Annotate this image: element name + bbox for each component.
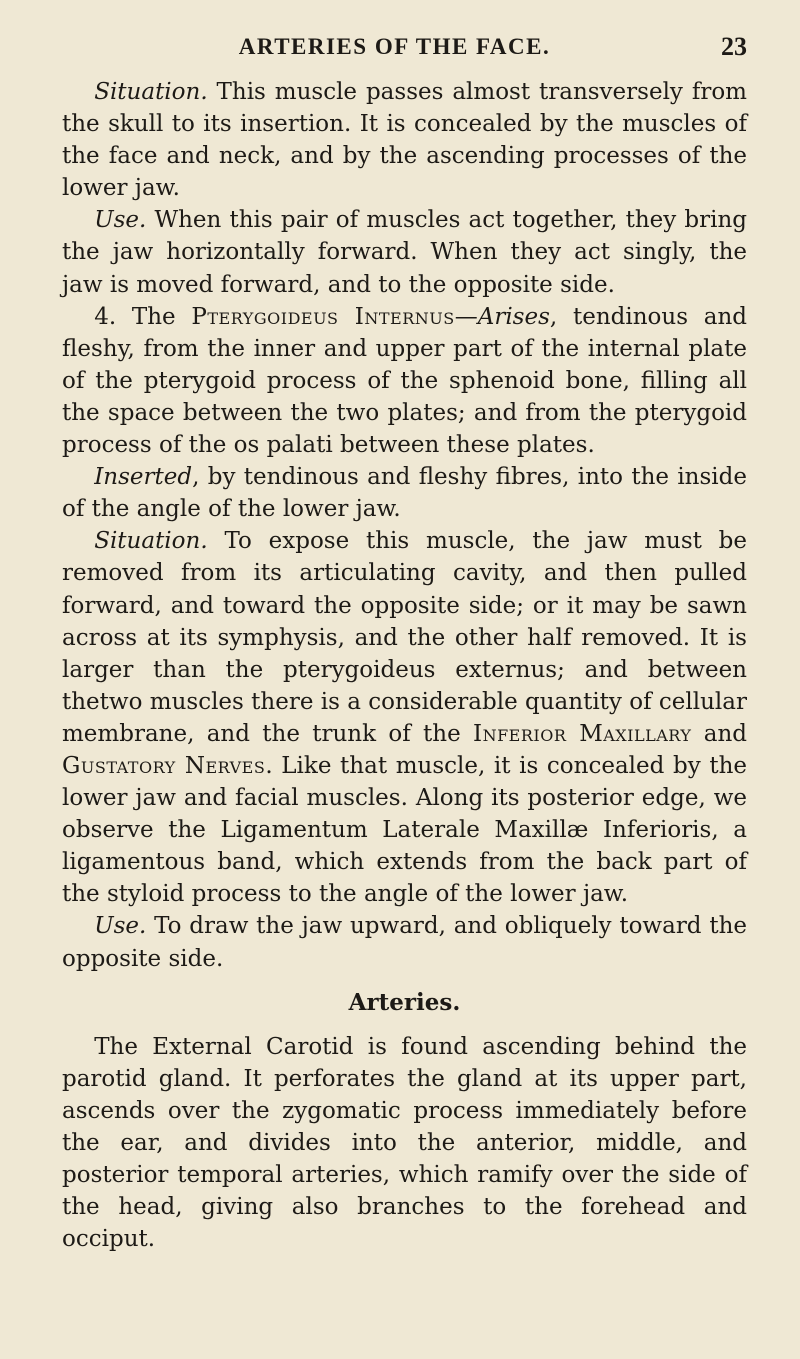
paragraph-text: To expose this muscle, the jaw must be removed from its articulating cavity, and then pulled forward, and toward the opposite side; or it may be sawn across at its symphysis, and the other half removed. It is larger than the pterygoideus externus; and between thetwo muscles there is a considerable quantity of cellular membrane, and the trunk of the [62,528,747,747]
paragraph-text: The External Carotid is found ascending behind the parotid gland. It perforates the gland at its upper part, ascends over the zygomatic process immediately before the ear, and divides into the anterior, middle, and posterior temporal arteries, which ramify over the side of the head, giving also branches to the forehead and occiput. [62,1033,747,1253]
em-dash: — [454,303,478,330]
nerve-name: Gustatory Nerves [62,752,266,779]
paragraph-text: and [691,720,747,747]
paragraph-text: To draw the jaw upward, and obliquely toward the opposite side. [62,913,747,972]
paragraph-text: When this pair of muscles act together, they bring the jaw horizontally forward. When they act singly, the jaw is moved forward, and to the opposite side. [62,207,747,298]
paragraph-text: , by tendinous and fleshy fibres, into the inside of the angle of the lower jaw. [62,464,747,523]
paragraph-label: Inserted [94,464,193,491]
muscle-name: Pterygoideus Internus [191,303,455,330]
nerve-name: Inferior Maxillary [472,720,692,747]
paragraph-use-1 [62,204,747,300]
paragraph-text: . Like that muscle, it is concealed by the lower jaw and facial muscles. Along its posterior edge, we observe the Ligamentum Laterale Maxillæ Inferioris, a ligamentous band, which extends from the back part of the styloid process to the angle of the lower jaw. [62,752,747,908]
book-page [62,34,747,1334]
paragraph-label: Situation. [94,79,208,105]
paragraph-text: , tendinous and fleshy, from the inner and upper part of the internal plate of the pterygoid process of the sphenoid bone, filling all the space between the two plates; and from the pterygoid process of the os palati between these plates. [62,303,747,459]
body-text [62,76,747,1255]
running-title: ARTERIES OF THE FACE. [238,34,551,59]
paragraph-use-2 [62,910,747,974]
paragraph-inserted [62,461,747,525]
paragraph-pterygoideus-internus [62,301,747,461]
paragraph-situation-1 [62,76,747,204]
paragraph-text: This muscle passes almost transversely from the skull to its insertion. It is concealed by the muscles of the face and neck, and by the ascending processes of the lower jaw. [62,79,747,202]
section-heading: Arteries. [348,988,461,1016]
paragraph-situation-2 [62,525,747,910]
paragraph-number: 4. The [94,303,192,330]
page-number: 23 [721,32,747,61]
paragraph-label: Use. [94,207,147,234]
paragraph-label: Situation. [94,528,208,555]
paragraph-external-carotid [62,1031,747,1256]
paragraph-label: Use. [94,913,147,940]
paragraph-label: Arises [477,303,550,330]
page-header [62,34,747,76]
